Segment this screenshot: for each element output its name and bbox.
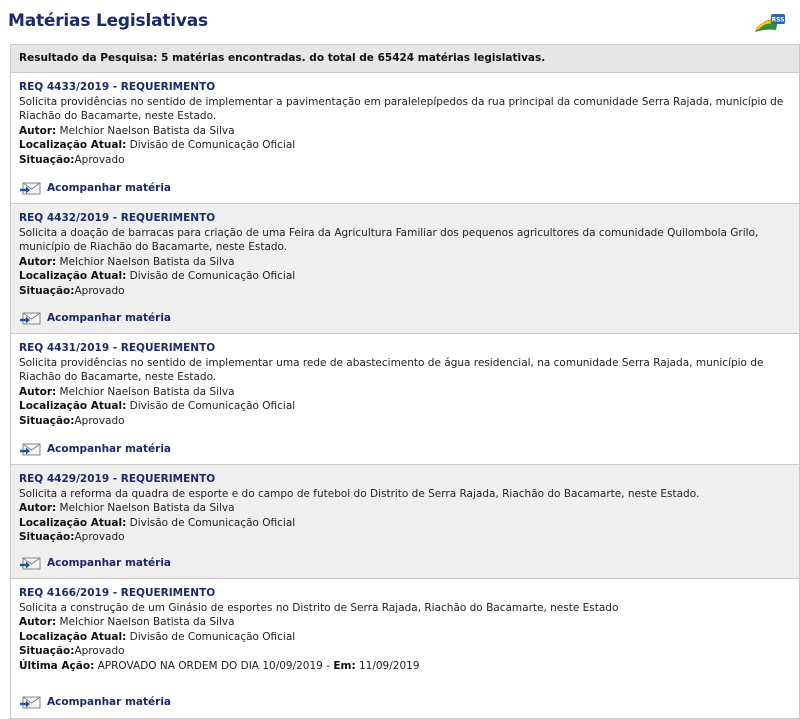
item-author: Autor: Melchior Naelson Batista da Silva xyxy=(19,616,235,628)
list-item xyxy=(11,73,799,204)
item-location: Localização Atual: Divisão de Comunicação Oficial xyxy=(19,270,296,282)
item-title[interactable]: REQ 4433/2019 - REQUERIMENTO xyxy=(19,81,216,93)
list-item xyxy=(11,334,799,465)
item-description: Solicita a construção de um Ginásio de esportes no Distrito de Serra Rajada, Riachão do Bacamarte, neste Estado xyxy=(19,601,619,614)
list-item xyxy=(11,579,799,717)
item-status: Situação:Aprovado xyxy=(19,153,125,166)
item-title[interactable]: REQ 4432/2019 - REQUERIMENTO xyxy=(19,212,216,224)
item-location: Localização Atual: Divisão de Comunicação Oficial xyxy=(19,139,296,151)
follow-link[interactable] xyxy=(19,181,171,196)
follow-link-label: Acompanhar matéria xyxy=(47,442,172,455)
item-description: Solicita providências no sentido de implementar a pavimentação em paralelepípedos da rua principal da comunidade Serra Rajada, município de Riachão do Bacamarte, neste Estado. xyxy=(19,95,784,122)
results-panel xyxy=(10,44,800,719)
item-status: Situação:Aprovado xyxy=(19,414,125,427)
item-description: Solicita a reforma da quadra de esporte e do campo de futebol do Distrito de Serra Rajada, Riachão do Bacamarte, neste Estado. xyxy=(19,487,700,500)
list-item xyxy=(11,465,799,579)
item-title[interactable]: REQ 4429/2019 - REQUERIMENTO xyxy=(19,473,216,485)
item-status: Situação:Aprovado xyxy=(19,531,125,543)
item-last-action: Última Ação: APROVADO NA ORDEM DO DIA 10/09/2019 - Em: 11/09/2019 xyxy=(19,659,420,672)
item-description: Solicita providências no sentido de implementar uma rede de abastecimento de água residencial, na comunidade Serra Rajada, município de Riachão do Bacamarte, neste Estado. xyxy=(19,356,764,383)
follow-link-label: Acompanhar matéria xyxy=(47,695,172,708)
item-title[interactable]: REQ 4431/2019 - REQUERIMENTO xyxy=(19,342,216,354)
follow-link[interactable] xyxy=(19,311,171,326)
page-title: Matérias Legislativas xyxy=(8,11,208,31)
follow-link[interactable] xyxy=(19,442,171,457)
envelope-arrow-icon xyxy=(19,695,41,709)
list-item xyxy=(11,204,799,334)
item-status: Situação:Aprovado xyxy=(19,284,125,297)
item-location: Localização Atual: Divisão de Comunicação Oficial xyxy=(19,516,296,529)
follow-link-label: Acompanhar matéria xyxy=(47,311,172,324)
envelope-arrow-icon xyxy=(19,442,41,456)
envelope-arrow-icon xyxy=(19,311,41,325)
item-author: Autor: Melchior Naelson Batista da Silva xyxy=(19,385,235,398)
search-summary: Resultado da Pesquisa: 5 matérias encontradas. do total de 65424 matérias legislativas. xyxy=(11,45,799,73)
item-author: Autor: Melchior Naelson Batista da Silva xyxy=(19,124,235,137)
item-location: Localização Atual: Divisão de Comunicação Oficial xyxy=(19,630,296,643)
rss-icon[interactable] xyxy=(754,12,786,34)
item-description: Solicita a doação de barracas para criação de uma Feira da Agricultura Familiar dos pequenos agricultores da comunidade Quilombola Grilo, município de Riachão do Bacamarte, neste Estado. xyxy=(19,226,759,253)
item-author: Autor: Melchior Naelson Batista da Silva xyxy=(19,255,235,268)
envelope-arrow-icon xyxy=(19,181,41,195)
header xyxy=(0,0,800,40)
item-author: Autor: Melchior Naelson Batista da Silva xyxy=(19,502,235,514)
follow-link[interactable] xyxy=(19,695,171,710)
item-title[interactable]: REQ 4166/2019 - REQUERIMENTO xyxy=(19,587,216,599)
item-status: Situação:Aprovado xyxy=(19,645,125,657)
rss-label: RSS xyxy=(771,16,785,24)
follow-link-label: Acompanhar matéria xyxy=(47,181,172,194)
item-location: Localização Atual: Divisão de Comunicação Oficial xyxy=(19,400,296,412)
follow-link-label: Acompanhar matéria xyxy=(47,556,172,569)
envelope-arrow-icon xyxy=(19,556,41,570)
follow-link[interactable] xyxy=(19,556,171,571)
